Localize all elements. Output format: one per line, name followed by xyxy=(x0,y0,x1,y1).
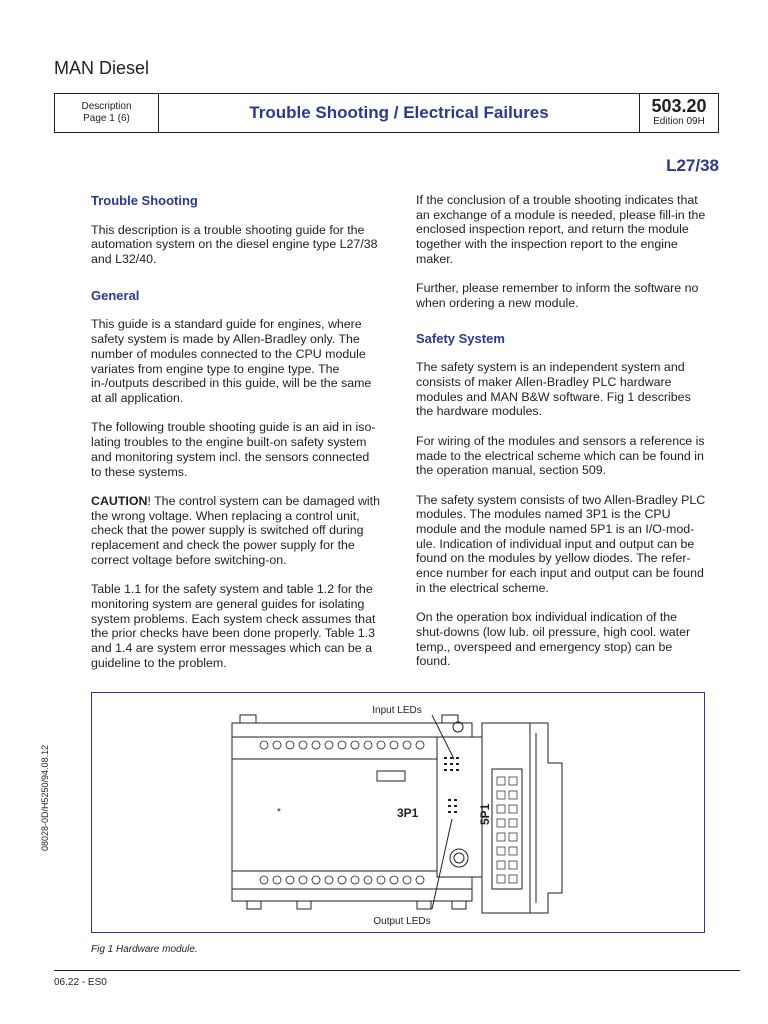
figure-caption: Fig 1 Hardware module. xyxy=(91,944,198,955)
page-number: Page 1 (6) xyxy=(83,113,130,124)
edition: Edition 09H xyxy=(653,116,705,127)
heading-trouble-shooting: Trouble Shooting xyxy=(91,193,198,208)
right-column xyxy=(416,193,706,684)
left-column xyxy=(91,193,381,685)
heading-safety-system: Safety System xyxy=(416,330,505,346)
output-leds-label: Output LEDs xyxy=(373,916,431,927)
doc-number: 503.20 xyxy=(651,96,707,116)
caution-text: ! The control system can be damaged with the wrong voltage. When replacing a control unit, check that the power supply is switched off during replacement and check the power supply for the correct voltage before switching-on. xyxy=(91,493,381,567)
header-meta xyxy=(55,94,159,132)
caution-paragraph xyxy=(91,494,381,568)
paragraph: The safety system consists of two Allen-Bradley PLC modules. The modules named 3P1 is the CPU module and the module named 5P1 is an I/O-mod-ule. Indication of individual input and output can be found on the modules by yellow diodes. The refer-ence number for each input and output can be found in the electrical scheme. xyxy=(416,492,706,595)
page-title: Trouble Shooting / Electrical Failures xyxy=(159,94,640,132)
paragraph: For wiring of the modules and sensors a reference is made to the electrical scheme which can be found in the operation manual, section 509. xyxy=(416,433,705,478)
engine-model: L27/38 xyxy=(666,156,719,175)
heading-general: General xyxy=(91,287,140,303)
paragraph: This guide is a standard guide for engines, where safety system is made by Allen-Bradley only. The number of modules connected to the CPU module variates from engine type to engine type. The in-/outputs described in this guide, will be the same at all application. xyxy=(91,317,372,405)
footer-rule xyxy=(54,970,740,971)
caution-label: CAUTION xyxy=(91,493,148,508)
hardware-module-drawing xyxy=(92,693,704,932)
paragraph: This description is a trouble shooting guide for the automation system on the diesel engine type L27/38 and L32/40. xyxy=(91,222,378,267)
cpu-module-body xyxy=(232,723,472,901)
side-document-code: 08028-0D/H5250/94.08.12 xyxy=(40,744,50,851)
figure-hardware-module xyxy=(91,692,705,933)
paragraph: On the operation box individual indication of the shut-downs (low lub. oil pressure, high cool. water temp., overspeed and emergency stop) can be found. xyxy=(416,610,691,669)
footer-code: 06.22 - ES0 xyxy=(54,977,107,988)
doc-id xyxy=(639,94,719,132)
asterisk-mark: * xyxy=(277,807,281,818)
io-module-label: 5P1 xyxy=(478,803,492,825)
document-header xyxy=(54,93,719,133)
paragraph: If the conclusion of a trouble shooting indicates that an exchange of a module is needed, please fill-in the enclosed inspection report, and return the module together with the inspection report to the engine maker. xyxy=(416,193,706,266)
paragraph: Table 1.1 for the safety system and table 1.2 for the monitoring system are general guides for isolating system problems. Each system check assumes that the prior checks have been done properly. Table 1.3 and 1.4 are system error messages which can be a guideline to the problem. xyxy=(91,582,376,670)
doc-type: Description xyxy=(81,101,132,112)
paragraph: The following trouble shooting guide is an aid in iso-lating troubles to the engine built-on safety system and monitoring system incl. the sensors connected to these systems. xyxy=(91,420,376,479)
paragraph: Further, please remember to inform the software no when ordering a new module. xyxy=(416,281,699,310)
input-leds-label: Input LEDs xyxy=(372,705,422,716)
brand-name: MAN Diesel xyxy=(54,58,150,78)
cpu-module-label: 3P1 xyxy=(397,806,419,820)
paragraph: The safety system is an independent system and consists of maker Allen-Bradley PLC hardware modules and MAN B&W software. Fig 1 describes the hardware modules. xyxy=(416,360,691,419)
